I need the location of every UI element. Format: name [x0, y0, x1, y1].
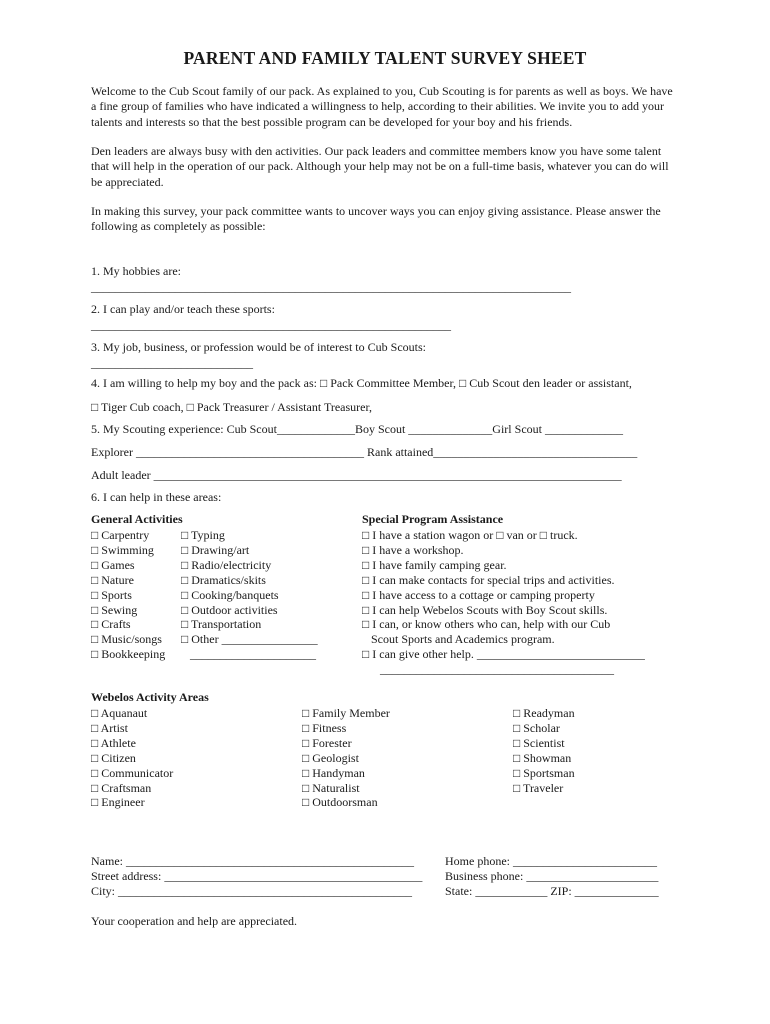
special-program-option[interactable]: □ I have a workshop. [362, 542, 464, 557]
q4-line-2[interactable]: □ Tiger Cub coach, □ Pack Treasurer / Assistant Treasurer, [91, 400, 373, 414]
webelos-activity-option[interactable]: □ Engineer [91, 795, 145, 810]
q3-label: 3. My job, business, or profession would be of interest to Cub Scouts: [91, 340, 426, 354]
general-activity-option[interactable]: □ Radio/electricity [181, 557, 272, 572]
general-activity-option[interactable]: □ Sports [91, 587, 132, 602]
business-phone-field[interactable]: Business phone: ______________________ [445, 869, 659, 883]
general-activity-option[interactable]: □ Nature [91, 572, 134, 587]
general-activity-option[interactable]: _____________________ [181, 647, 316, 662]
webelos-column-2 [302, 706, 390, 810]
webelos-activity-option[interactable]: □ Naturalist [302, 780, 360, 795]
webelos-activity-option[interactable]: □ Communicator [91, 765, 174, 780]
q1-blank[interactable]: ________________________________________________________________________________ [91, 280, 571, 294]
page-title: PARENT AND FAMILY TALENT SURVEY SHEET [183, 48, 587, 68]
special-program-option[interactable]: □ I have access to a cottage or camping property [362, 587, 595, 602]
webelos-activity-option[interactable]: □ Sportsman [513, 765, 575, 780]
special-program-option[interactable]: □ I can make contacts for special trips and activities. [362, 572, 615, 587]
q5-line-3[interactable]: Adult leader ______________________________________________________________________________ [91, 468, 622, 482]
special-program-list [362, 528, 645, 677]
general-activities-heading: General Activities [91, 512, 183, 526]
city-field[interactable]: City: _________________________________________________ [91, 884, 413, 898]
q5-line-2[interactable]: Explorer ______________________________________ Rank attained__________________________________ [91, 445, 638, 459]
general-activity-option[interactable]: □ Cooking/banquets [181, 587, 279, 602]
general-activity-option[interactable]: □ Crafts [91, 617, 131, 632]
q3-blank[interactable]: ___________________________ [91, 356, 253, 370]
special-program-option[interactable]: □ I can help Webelos Scouts with Boy Scout skills. [362, 602, 608, 617]
general-activity-option[interactable]: □ Carpentry [91, 528, 150, 542]
webelos-activity-option[interactable]: □ Craftsman [91, 780, 152, 795]
closing-text: Your cooperation and help are appreciated. [91, 914, 298, 928]
home-phone-field[interactable]: Home phone: ________________________ [445, 854, 657, 868]
general-activity-option[interactable]: □ Sewing [91, 602, 138, 617]
general-activity-option[interactable]: □ Music/songs [91, 632, 162, 647]
general-activity-option[interactable]: □ Bookkeeping [91, 647, 166, 662]
q6-label: 6. I can help in these areas: [91, 490, 222, 504]
webelos-activity-option[interactable]: □ Family Member [302, 706, 390, 720]
q2-label: 2. I can play and/or teach these sports: [91, 302, 275, 316]
webelos-column-1 [91, 706, 173, 810]
q1-label: 1. My hobbies are: [91, 264, 181, 278]
webelos-activity-option[interactable]: □ Aquanaut [91, 706, 148, 720]
street-address-field[interactable]: Street address: ___________________________________________ [91, 869, 423, 883]
intro-paragraph-1: Welcome to the Cub Scout family of our pack. As explained to you, Cub Scouting is for parents as well as boys. We have a fine group of families who have indicated a willingness to help, according to their abilities. We invite you to add your talents and interests so that the best possible program can be developed for your boy and his friends. [91, 84, 673, 129]
webelos-activity-option[interactable]: □ Scholar [513, 720, 560, 735]
general-activity-option[interactable]: □ Games [91, 557, 135, 572]
general-activities-column-1 [91, 528, 165, 662]
webelos-activity-option[interactable]: □ Traveler [513, 780, 564, 795]
special-program-option[interactable]: □ I have a station wagon or □ van or □ truck. [362, 528, 578, 542]
webelos-activity-option[interactable]: □ Forester [302, 735, 352, 750]
special-program-option[interactable]: Scout Sports and Academics program. [362, 632, 555, 647]
webelos-activity-option[interactable]: □ Scientist [513, 735, 565, 750]
general-activity-option[interactable]: □ Other ________________ [181, 632, 318, 647]
webelos-activity-option[interactable]: □ Readyman [513, 706, 575, 720]
general-activity-option[interactable]: □ Drawing/art [181, 542, 250, 557]
general-activity-option[interactable]: □ Transportation [181, 617, 262, 632]
webelos-activity-option[interactable]: □ Handyman [302, 765, 365, 780]
webelos-activity-option[interactable]: □ Geologist [302, 750, 359, 765]
webelos-activity-option[interactable]: □ Athlete [91, 735, 136, 750]
webelos-activity-option[interactable]: □ Fitness [302, 720, 347, 735]
special-program-heading: Special Program Assistance [362, 512, 504, 526]
webelos-activity-option[interactable]: □ Artist [91, 720, 128, 735]
general-activity-option[interactable]: □ Dramatics/skits [181, 572, 266, 587]
general-activities-column-2 [181, 528, 318, 662]
webelos-activity-option[interactable]: □ Citizen [91, 750, 136, 765]
general-activity-option[interactable]: □ Typing [181, 528, 225, 542]
intro-paragraph-2: Den leaders are always busy with den activities. Our pack leaders and committee members know you have some talent that will help in the operation of our pack. Although your help may not be on a full-time basis, whatever you can do will be appreciated. [91, 144, 669, 189]
general-activity-option[interactable]: □ Outdoor activities [181, 602, 278, 617]
webelos-heading: Webelos Activity Areas [91, 690, 209, 704]
special-program-option[interactable]: □ I can, or know others who can, help with our Cub [362, 617, 611, 632]
webelos-column-3 [513, 706, 575, 795]
q2-blank[interactable]: ____________________________________________________________ [91, 318, 451, 332]
state-zip-field[interactable]: State: ____________ ZIP: ______________ [445, 884, 659, 898]
intro-paragraph-3: In making this survey, your pack committee wants to uncover ways you can enjoy giving assistance. Please answer the following as completely as possible: [91, 204, 661, 234]
webelos-activity-option[interactable]: □ Outdoorsman [302, 795, 378, 810]
q5-line-1[interactable]: 5. My Scouting experience: Cub Scout_____________Boy Scout ______________Girl Scout _____________ [91, 422, 623, 436]
webelos-activity-option[interactable]: □ Showman [513, 750, 572, 765]
general-activity-option[interactable]: □ Swimming [91, 542, 154, 557]
name-field[interactable]: Name: ________________________________________________ [91, 854, 414, 868]
special-program-option[interactable]: □ I have family camping gear. [362, 557, 507, 572]
q4-line-1[interactable]: 4. I am willing to help my boy and the pack as: □ Pack Committee Member, □ Cub Scout den leader or assistant, [91, 376, 632, 390]
special-program-option[interactable]: □ I can give other help. ____________________________ [362, 647, 645, 662]
special-program-option[interactable]: _______________________________________ [362, 662, 614, 677]
